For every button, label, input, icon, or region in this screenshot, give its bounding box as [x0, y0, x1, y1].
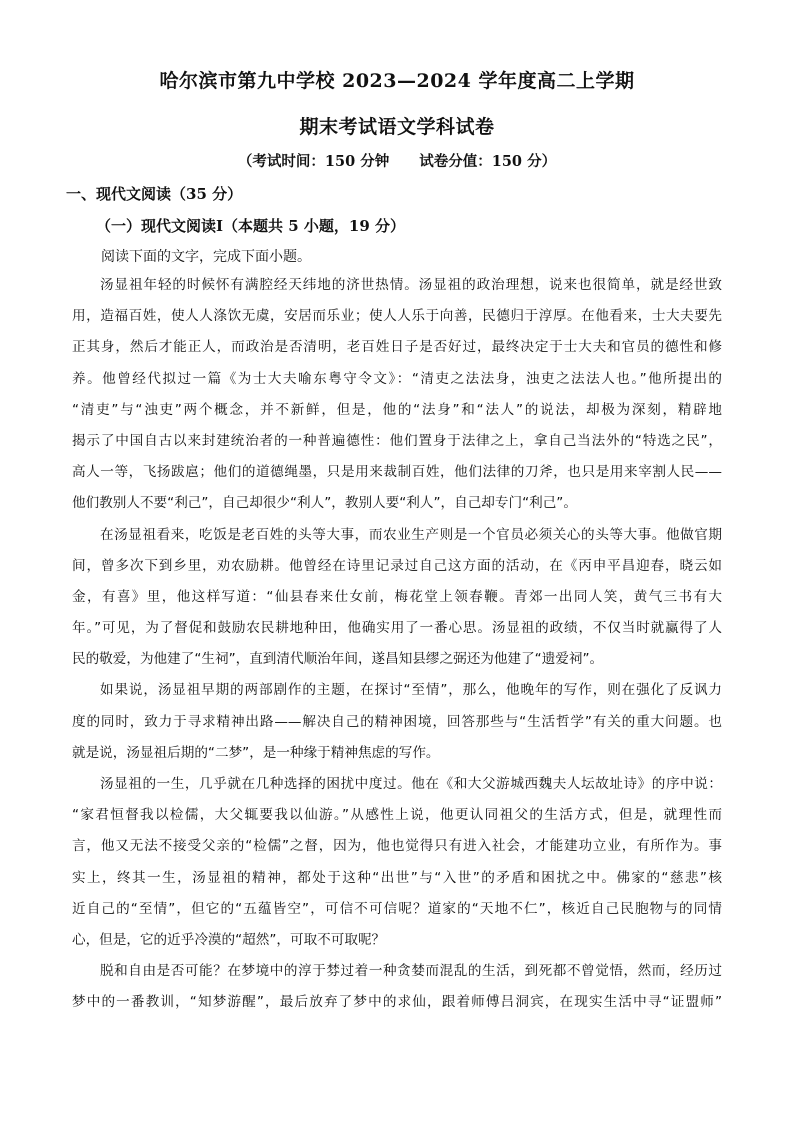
passage-line: 如果说，汤显祖早期的两部剧作的主题，在探讨“至情”，那么，他晚年的写作，则在强化了反讽力	[100, 682, 722, 699]
exam-title-line1: 哈尔滨市第九中学校 2023—2024 学年度高二上学期	[159, 70, 635, 92]
passage-line: 实上，终其一生，汤显祖的精神，都处于这种“出世”与“入世”的矛盾和困扰之中。佛家的“慈悲”核	[72, 869, 722, 886]
paragraph-2	[72, 520, 722, 676]
exam-score: 试卷分值：150 分）	[419, 153, 557, 170]
paragraph-3	[72, 675, 722, 769]
passage-line: 就是说，汤显祖后期的“二梦”，是一种缘于精神焦虑的写作。	[72, 744, 440, 761]
exam-title-line2: 期末考试语文学科试卷	[299, 116, 495, 138]
paragraph-4	[72, 769, 722, 956]
passage-line: 汤显祖的一生，几乎就在几种选择的困扰中度过。他在《和大父游城西魏夫人坛故址诗》的序中说：	[100, 776, 722, 792]
passage-line: “家君恒督我以检儒，大父辄要我以仙游。”从感性上说，他更认同祖父的生活方式，但是，就理性而	[72, 807, 722, 824]
passage-line: 脱和自由是否可能？在梦境中的淳于棼过着一种贪婪而混乱的生活，到死都不曾觉悟，然而，经历过	[100, 963, 722, 980]
passage-line: 间，曾多次下到乡里，劝农励耕。他曾经在诗里记录过自己这方面的活动，在《丙申平昌迎春，晓云如	[72, 557, 722, 574]
passage-line: “清吏”与“浊吏”两个概念，并不新鲜，但是，他的“法身”和“法人”的说法，却极为深刻，精辟地	[72, 401, 722, 418]
passage-line: 揭示了中国自古以来封建统治者的一种普遍德性：他们置身于法律之上，拿自己当法外的“特选之民”，	[72, 432, 722, 449]
passage-line: 养。他曾经代拟过一篇《为士大夫喻东粤守令文》：“清吏之法法身，浊吏之法法人也。”他所提出的	[72, 370, 722, 387]
passage-line: 他们教别人不要“利己”，自己却很少“利人”，教别人要“利人”，自己却专门“利己”。	[72, 495, 577, 512]
exam-info	[0, 150, 794, 171]
passage-line: 金，有喜》里，他这样写道：“仙县春来仕女前，梅花堂上领春鞭。青郊一出同人笑，黄气三书有大	[72, 588, 722, 605]
paragraph-1	[72, 270, 722, 520]
passage-line: 年。”可见，为了督促和鼓励农民耕地种田，他确实用了一番心思。汤显祖的政绩，不仅当时就赢得了人	[72, 620, 722, 637]
passage-line: 民的敬爱，为他建了“生祠”，直到清代顺治年间，遂昌知县缪之弼还为他建了“遗爱祠”。	[72, 651, 604, 668]
passage-line: 在汤显祖看来，吃饭是老百姓的头等大事，而农业生产则是一个官员必须关心的头等大事。他做官期	[100, 526, 722, 543]
passage-line: 用，造福百姓，使人人涤饮无虞，安居而乐业；使人人乐于向善，民德归于淳厚。在他看来，士大夫要先	[72, 308, 722, 325]
section-heading: 一、现代文阅读（35 分）	[66, 185, 243, 203]
passage-line: 正其身，然后才能正人，而政治是否清明，老百姓日子是否好过，最终决定于士大夫和官员的德性和修	[72, 339, 722, 356]
passage-line: 汤显祖年轻的时候怀有满腔经天纬地的济世热情。汤显祖的政治理想，说来也很简单，就是经世致	[100, 277, 722, 293]
section-subheading: （一）现代文阅读Ⅰ（本题共 5 小题，19 分）	[96, 217, 405, 235]
passage-line: 心，但是，它的近乎冷漠的“超然”，可取不可取呢？	[72, 931, 386, 948]
passage-line: 近自己的“至情”，但它的“五蕴皆空”，可信不可信呢？道家的“天地不仁”，核近自己民胞物与的同情	[72, 900, 722, 917]
exam-time: （考试时间：150 分钟	[237, 153, 390, 170]
passage-line: 度的同时，致力于寻求精神出路——解决自己的精神困境，回答那些与“生活哲学”有关的重大问题。也	[72, 713, 722, 730]
reading-passage	[72, 270, 722, 1019]
passage-line: 梦中的一番教训，“知梦游醒”，最后放弃了梦中的求仙，跟着师傅吕洞宾，在现实生活中寻“证盟师”	[72, 994, 722, 1011]
passage-line: 高人一等，飞扬跋扈；他们的道德绳墨，只是用来裁制百姓，他们法律的刀斧，也只是用来宰割人民——	[72, 464, 722, 481]
paragraph-5	[72, 956, 722, 1018]
passage-line: 言，他又无法不接受父亲的“检儒”之督，因为，他也觉得只有进入社会，才能建功立业，有所作为。事	[72, 838, 722, 855]
reading-instruction: 阅读下面的文字，完成下面小题。	[101, 249, 311, 265]
